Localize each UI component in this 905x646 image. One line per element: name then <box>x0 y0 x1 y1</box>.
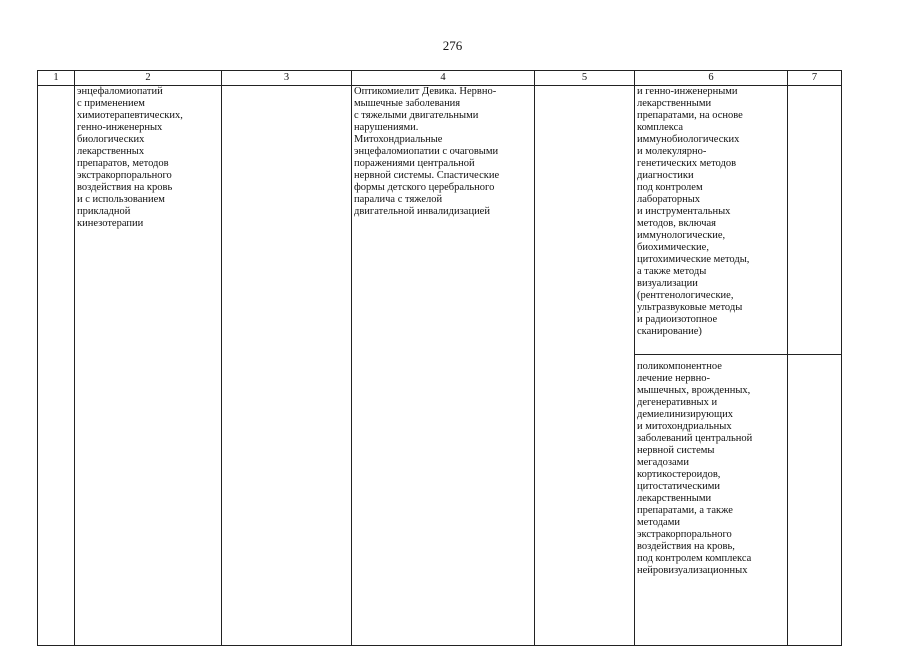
header-col-5: 5 <box>535 71 635 86</box>
cell-treatment-continuation: энцефаломиопатий с применением химиотерапевтических, генно-инженерных биологических лекарственных препаратов, методов экстракорпорального воздействия на кровь и с использованием прикладной кинезотерапии <box>75 86 222 646</box>
cell-diagnoses: Оптикомиелит Девика. Нервно- мышечные заболевания с тяжелыми двигательными нарушениями. Митохондриальные энцефаломиопатии с очаговыми поражениями центральной нервной системы. Спастические формы детского церебрального паралича с тяжелой двигательной инвалидизацией <box>352 86 535 646</box>
header-col-6: 6 <box>635 71 788 86</box>
cell-method-part-1: и генно-инженерными лекарственными препаратами, на основе комплекса иммунобиологических и молекулярно- генетических методов диагностики под контролем лабораторных и инструментальных методов, включая иммунологические, биохимические, цитохимические методы, а также методы визуализации (рентгенологические, ультразвуковые методы и радиоизотопное сканирование) <box>635 86 788 355</box>
header-col-4: 4 <box>352 71 535 86</box>
cell-col-1 <box>38 86 75 646</box>
document-table <box>37 70 842 646</box>
table-row-first <box>38 86 842 355</box>
header-col-2: 2 <box>75 71 222 86</box>
header-col-3: 3 <box>222 71 352 86</box>
cell-col-7-part-1 <box>788 86 842 355</box>
cell-method-part-2: поликомпонентное лечение нервно- мышечных, врожденных, дегенеративных и демиелинизирующих и митохондриальных заболеваний центральной нервной системы мегадозами кортикостероидов, цитостатическими лекарственными препаратами, а также методами экстракорпорального воздействия на кровь, под контролем комплекса нейровизуализационных <box>635 355 788 646</box>
page-number: 276 <box>442 38 463 53</box>
header-col-1: 1 <box>38 71 75 86</box>
cell-col-5 <box>535 86 635 646</box>
cell-col-3 <box>222 86 352 646</box>
table-header-row <box>38 71 842 86</box>
cell-col-7-part-2 <box>788 355 842 646</box>
header-col-7: 7 <box>788 71 842 86</box>
